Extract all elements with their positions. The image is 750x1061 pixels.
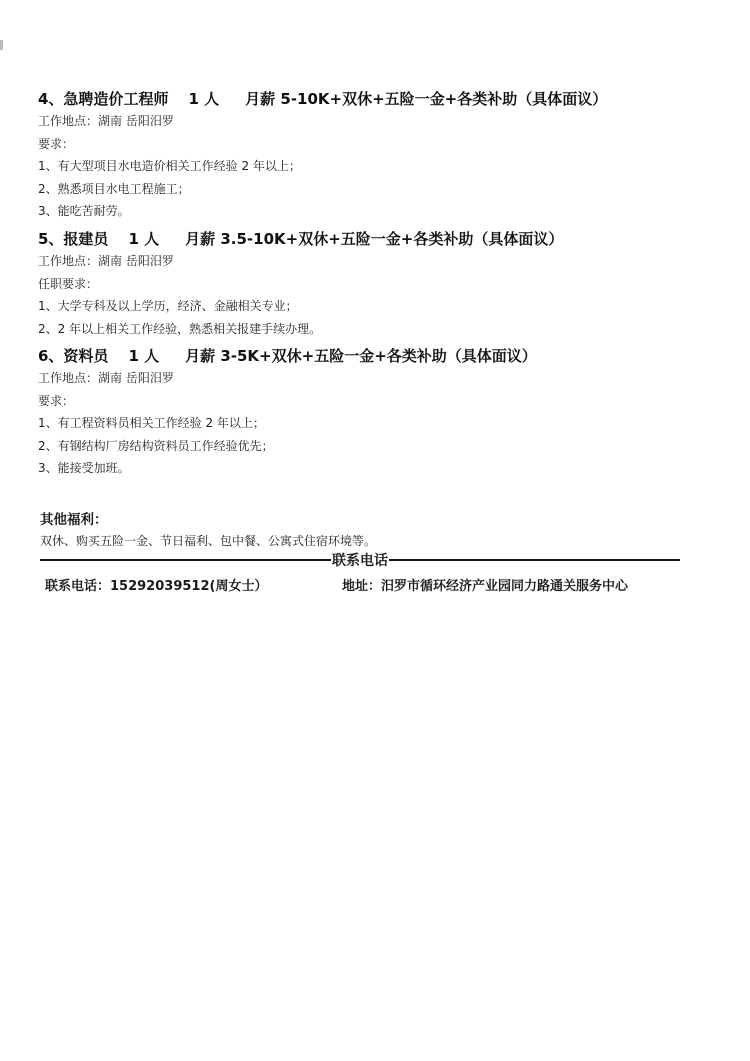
- job-name: 5、报建员: [38, 230, 109, 248]
- job-headcount: 1 人: [188, 90, 220, 108]
- scan-edge-mark: [0, 40, 3, 50]
- job-name: 6、资料员: [38, 347, 109, 365]
- benefits-title: 其他福利：: [40, 512, 108, 528]
- contact-info: [45, 576, 705, 598]
- requirement-item: 1、大学专科及以上学历，经济、金融相关专业；: [38, 299, 298, 313]
- requirement-item: 3、能接受加班。: [38, 461, 130, 475]
- job-section-document-clerk: [38, 345, 718, 480]
- requirement-item: 1、有工程资料员相关工作经验 2 年以上；: [38, 416, 265, 430]
- contact-phone: 联系电话：15292039512(周女士）: [45, 579, 268, 594]
- job-location: 工作地点：湖南 岳阳汨罗: [38, 254, 174, 268]
- job-title: [38, 228, 718, 250]
- divider-line-left: [40, 559, 331, 561]
- job-salary: 月薪 5-10K+双休+五险一金+各类补助（具体面议）: [245, 90, 608, 108]
- requirements-label: 任职要求：: [38, 276, 99, 291]
- benefits-text: 双休、购买五险一金、节日福利、包中餐、公寓式住宿环境等。: [40, 534, 377, 548]
- requirements-label: 要求：: [38, 136, 75, 151]
- benefits-section: [40, 509, 720, 551]
- requirement-item: 2、2 年以上相关工作经验，熟悉相关报建手续办理。: [38, 321, 322, 336]
- job-salary: 月薪 3-5K+双休+五险一金+各类补助（具体面议）: [185, 347, 537, 365]
- job-title: [38, 88, 718, 110]
- requirement-item: 1、有大型项目水电造价相关工作经验 2 年以上；: [38, 159, 301, 173]
- job-name: 4、急聘造价工程师: [38, 90, 169, 108]
- job-location: 工作地点：湖南 岳阳汨罗: [38, 114, 174, 128]
- job-section-permit-officer: [38, 228, 718, 340]
- requirement-item: 3、能吃苦耐劳。: [38, 204, 130, 218]
- requirements-label: 要求：: [38, 393, 75, 408]
- requirement-item: 2、有钢结构厂房结构资料员工作经验优先；: [38, 438, 274, 453]
- contact-divider-label: 联系电话: [332, 553, 388, 569]
- job-headcount: 1 人: [128, 347, 160, 365]
- contact-divider: [40, 549, 680, 571]
- job-location: 工作地点：湖南 岳阳汨罗: [38, 371, 174, 385]
- divider-line-right: [389, 559, 680, 561]
- job-section-cost-engineer: [38, 88, 718, 223]
- job-title: [38, 345, 718, 367]
- job-headcount: 1 人: [128, 230, 160, 248]
- requirement-item: 2、熟悉项目水电工程施工；: [38, 181, 190, 196]
- job-salary: 月薪 3.5-10K+双休+五险一金+各类补助（具体面议）: [185, 230, 564, 248]
- contact-address: 地址：汨罗市循环经济产业园同力路通关服务中心: [342, 579, 629, 594]
